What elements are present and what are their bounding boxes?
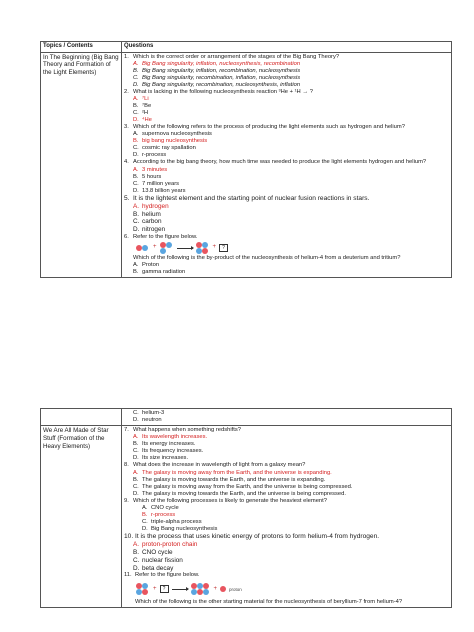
option-3d: D. r-process [133, 152, 167, 159]
questions-cell [122, 426, 452, 608]
option-7b: B. Its energy increases. [133, 441, 196, 448]
option-4d: D. 13.8 billion years [133, 187, 186, 194]
question-11-prompt: Which of the following is the other starting material for the nucleosynthesis of beryllium-7 from helium-4? [135, 599, 403, 606]
question-table-2 [40, 408, 452, 608]
question-4: 4. According to the big bang theory, how much time was needed to produce the light elements hydrogen and helium? [124, 159, 427, 166]
option-1c: C. Big Bang singularity, recombination, inflation, nucleosynthesis [133, 74, 301, 81]
option-10b: B. CNO cycle [133, 548, 173, 556]
proton-icon [220, 586, 226, 592]
header-questions: Questions [122, 42, 452, 53]
question-9: 9. Which of the following processes is likely to generate the heaviest element? [124, 497, 327, 504]
option-5b: B. helium [133, 210, 161, 218]
option-10c: C. nuclear fission [133, 556, 183, 564]
deuterium-atom [136, 245, 150, 251]
arrow-icon [177, 248, 193, 249]
option-9c: C. triple-alpha process [142, 518, 202, 525]
arrow-icon [172, 589, 188, 590]
option-6d: D. neutron [133, 417, 162, 424]
option-5d: D. nitrogen [133, 226, 166, 234]
option-10a: A. proton-proton chain [133, 541, 198, 549]
option-4a: A. 3 minutes [133, 166, 168, 173]
option-6b: B. gamma radiation [133, 269, 186, 276]
option-10d: D. beta decay [133, 564, 174, 572]
question-table-1 [40, 41, 452, 278]
helium-atom [136, 583, 150, 595]
topic-cell: We Are All Made of Star Stuff (Formation of the Heavy Elements) [41, 426, 122, 608]
question-10: 10. It is the process that uses kinetic energy of protons to form helium-4 from hydrogen. [124, 533, 380, 541]
option-1b: B. Big Bang singularity, inflation, recombination, nucleosynthesis [133, 67, 301, 74]
option-2a: A. ⁷Li [133, 95, 149, 102]
option-8b: B. The galaxy is moving towards the Earth, and the universe is expanding. [133, 476, 326, 483]
option-2b: B. ⁷Be [133, 102, 152, 109]
option-7a: A. Its wavelength increases. [133, 434, 208, 441]
beryllium-atom [191, 583, 211, 595]
option-8c: C. The galaxy is moving away from the Earth, and the universe is being compressed. [133, 483, 353, 490]
option-9a: A. CNO cycle [142, 504, 179, 511]
option-3b: B. big bang nucleosynthesis [133, 138, 208, 145]
option-2d: D. ⁴He [133, 117, 152, 124]
option-6c: C. helium-3 [133, 410, 165, 416]
tritium-atom [160, 242, 174, 254]
question-1: 1. Which is the correct order or arrangement of the stages of the Big Bang Theory? [124, 53, 340, 60]
header-topics: Topics / Contents [41, 42, 122, 53]
option-5c: C. carbon [133, 218, 162, 226]
option-8a: A. The galaxy is moving away from the Earth, and the universe is expanding. [133, 469, 332, 476]
table-row [41, 52, 452, 278]
table-row [41, 409, 452, 426]
questions-cell [122, 52, 452, 278]
option-7c: C. Its frequency increases. [133, 448, 204, 455]
proton-label: proton [229, 586, 242, 592]
table-row [41, 426, 452, 608]
option-3c: C. cosmic ray spallation [133, 145, 196, 152]
question-5: 5. It is the lightest element and the starting point of nuclear fusion reactions in stars. [124, 194, 370, 202]
fusion-figure-2: + ? + proton [124, 579, 449, 599]
option-1d: D. Big Bang singularity, recombination, nucleosynthesis, inflation [133, 81, 301, 88]
question-8: 8. What does the increase in wavelength of light from a galaxy mean? [124, 462, 306, 469]
table-header-row [41, 42, 452, 53]
question-7: 7. What happens when something redshifts? [124, 427, 241, 434]
option-1a: A. Big Bang singularity, inflation, nucleosynthesis, recombination [133, 60, 301, 67]
option-9d: D. Big Bang nucleosynthesis [142, 526, 218, 532]
option-3a: A. supernova nucleosynthesis [133, 131, 212, 138]
option-6a: A. Proton [133, 262, 160, 269]
option-4b: B. 5 hours [133, 173, 162, 180]
option-5a: A. hydrogen [133, 202, 169, 210]
option-8d: D. The galaxy is moving towards the Earth, and the universe is being compressed. [133, 490, 346, 497]
question-6: 6. Refer to the figure below. [124, 234, 198, 241]
question-3: 3. Which of the following refers to the process of producing the light elements such as hydrogen and helium? [124, 124, 405, 131]
unknown-box: ? [219, 244, 228, 252]
question-6-prompt: Which of the following is the by-product of the nucleosynthesis of helium-4 from a deuterium and tritium? [133, 255, 401, 262]
unknown-box: ? [160, 585, 169, 593]
continued-cell [122, 409, 452, 426]
option-4c: C. 7 million years [133, 180, 180, 187]
option-2c: C. ²H [133, 110, 149, 116]
fusion-figure-1: + + ? [124, 241, 449, 255]
option-9b: B. r-process [142, 511, 176, 518]
topic-cell: In The Beginning (Big Bang Theory and Formation of the Light Elements) [41, 52, 122, 278]
question-11: 11. Refer to the figure below. [124, 572, 200, 579]
topic-cell-empty [41, 409, 122, 426]
question-2: 2. What is lacking in the following nucleosynthesis reaction ³He + ¹H → ? [124, 88, 313, 95]
helium-atom [196, 242, 210, 254]
option-7d: D. Its size increases. [133, 455, 189, 462]
